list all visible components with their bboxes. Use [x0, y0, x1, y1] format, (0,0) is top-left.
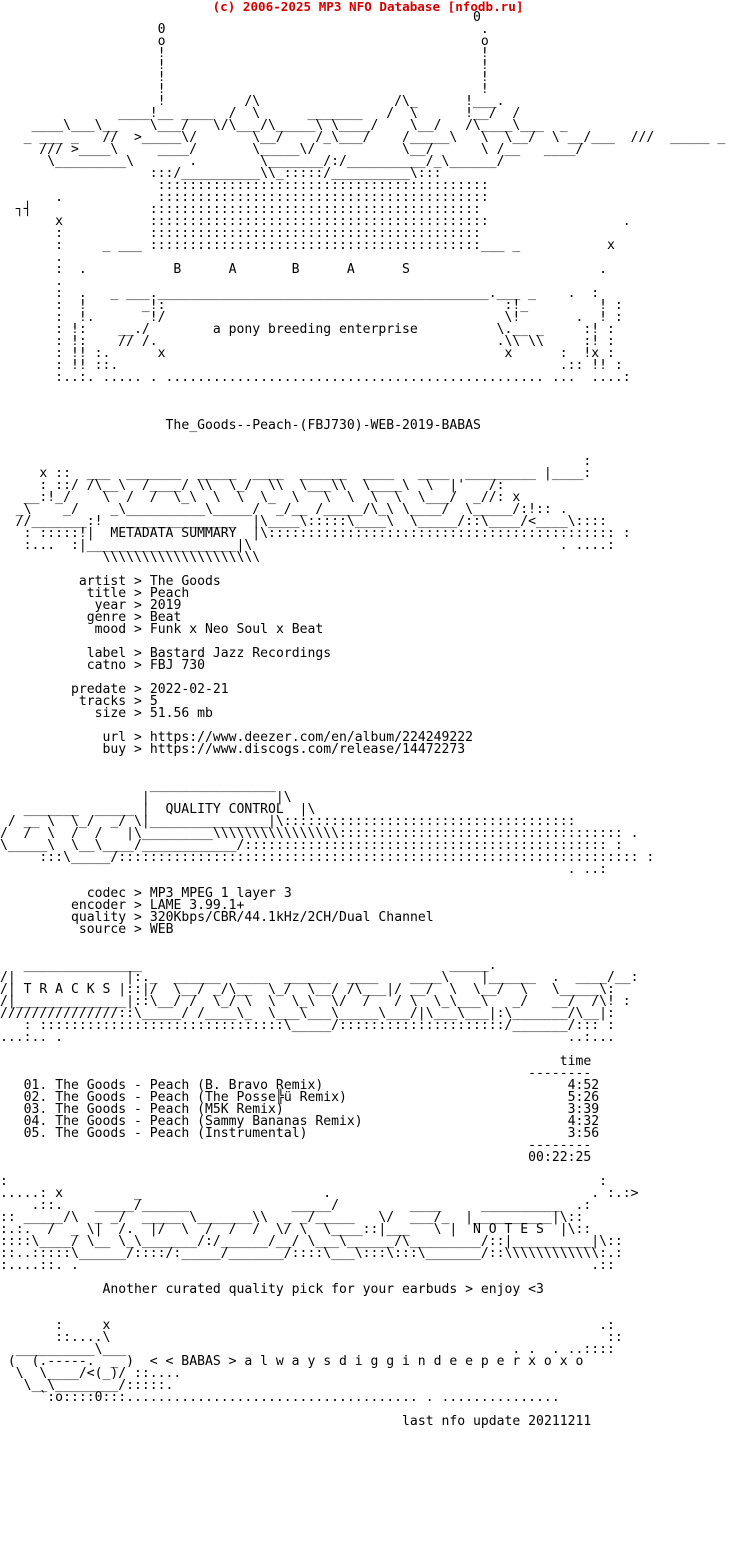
- quality-banner-line: _______ _____ | QUALITY CONTROL |\: [0, 802, 316, 817]
- metadata-banner-line: \\\\\\\\\\\\\\\\\\\\: [0, 550, 261, 565]
- track-time: 4:32: [512, 1114, 600, 1129]
- metadata-banner-line: __:!_/ \ / / \_\ \ \ \_ \ \ \ \ \ \___/ _//: x: [0, 490, 521, 505]
- logo-art-line: : . _ ___.__________________________________________.___ _ . :: [0, 286, 600, 301]
- notes-banner-line: :.:. / _ \| /. |/ \ / / / \/ \ \____::|___ \ | N O T E S |\::: [0, 1222, 592, 1237]
- logo-art-line: _ ___ _ // >_____\/ \__/ /_\___/ /_____\ \ \__/ \ __/___ /// _____ _: [0, 130, 726, 145]
- meta-key: title: [15, 586, 127, 601]
- quality-value: 320Kbps/CBR/44.1kHz/2CH/Dual Channel: [149, 910, 434, 925]
- meta-key: artist: [15, 574, 127, 589]
- quality-banner-line: ________________: [0, 778, 276, 793]
- notes-banner-line: .....: x _ . . :.:>: [0, 1186, 639, 1201]
- track-number: 04.: [23, 1114, 48, 1129]
- meta-key: predate: [15, 682, 127, 697]
- footer-art-line: `:o::::0:::..................................... . ...............: [0, 1390, 560, 1405]
- track-number: 01.: [23, 1078, 48, 1093]
- logo-art-line: 0: [0, 10, 481, 25]
- track-number: 02.: [23, 1090, 48, 1105]
- tracks-banner-line: /|______________|::\__/ / \_/ \ \ \_\ \/ / / \ \_\___\ _/ __/ /\! :: [0, 994, 631, 1009]
- meta-value: https://www.discogs.com/release/14472273: [149, 742, 466, 757]
- quality-value: WEB: [149, 922, 174, 937]
- metadata-banner-line: //_______:! ______________ |\____\:::::\____\ \_____/::\____/<____\::::: [0, 514, 607, 529]
- footer-art-line: __________\___ . . . ..::::: [0, 1342, 615, 1357]
- tracks-banner-line: /| T R A C K S |::|/ \__/ _/\__ \_/ \__/ /\___|/ __/ \ \__/ \ \_____\:: [0, 982, 615, 997]
- meta-key: tracks: [15, 694, 127, 709]
- notes-banner-line: :....::. . .::: [0, 1258, 615, 1273]
- footer-art-line: \ \____/<(_)/ ::....: [0, 1366, 182, 1381]
- meta-value: Funk x Neo Soul x Beat: [149, 622, 324, 637]
- meta-value: The Goods: [149, 574, 221, 589]
- logo-art-line: ! /\ /\_ !___.: [0, 94, 505, 109]
- meta-key: catno: [15, 658, 127, 673]
- metadata-banner-line: : ::/ /\__\ /____/ \\ \_/ \\ \___\\ \____\ \ |' /:: [0, 478, 505, 493]
- notes-text: Another curated quality pick for your earbuds > enjoy <3: [102, 1282, 544, 1297]
- track-number: 05.: [23, 1126, 48, 1141]
- quality-value: MP3 MPEG 1 layer 3: [149, 886, 292, 901]
- metadata-banner-line: _\ _/ _\__________\_____/ _/__ /_____/\_\ \____/ \_____/:!:: .: [0, 502, 568, 517]
- meta-value: 5: [149, 694, 158, 709]
- meta-value: 2022-02-21: [149, 682, 229, 697]
- notes-banner-line: .::. _____/______ _____/ ____ __________ .:: [0, 1198, 592, 1213]
- logo-art-line: x ::::::::::::::::::::::::::::::::::::::::::: .: [0, 214, 631, 229]
- metadata-banner-line: :: [0, 454, 592, 469]
- tracks-banner-line: _______________ _____.: [0, 958, 497, 973]
- quality-banner-line: . ..:: [0, 862, 607, 877]
- meta-key: url: [15, 730, 127, 745]
- track-number: 03.: [23, 1102, 48, 1117]
- metadata-banner: [0, 454, 631, 565]
- meta-key: mood: [15, 622, 127, 637]
- notes-banner-line: ::..:::::\______/::::/:_____/_______/::::\___\:::\:::\_______/::\\\\\\\\\\\\:.:: [0, 1246, 623, 1261]
- time-header: time: [559, 1054, 592, 1069]
- logo-art-line: :::/__________\\_:::::/__________\:::: [0, 166, 442, 181]
- quality-value: LAME 3.99.1+: [149, 898, 245, 913]
- logo-art-line: 0 .: [0, 22, 489, 37]
- tracks-banner-line: ...:.. . ..:...: [0, 1030, 615, 1045]
- nfodb-header: (c) 2006-2025 MP3 NFO Database [nfodb.ru]: [212, 0, 524, 14]
- notes-banner-line: :: _____/\ _ _/ _____ \_______\\ _ _/_____ \/ ___/_ |__________|\::: [0, 1210, 584, 1225]
- meta-key: year: [15, 598, 127, 613]
- footer-art-line: : x .:: [0, 1318, 615, 1333]
- logo-art-line: \_________\ . \_______/:/__________/_\______/: [0, 154, 505, 169]
- meta-value: Beat: [149, 610, 182, 625]
- quality-key: encoder: [15, 898, 127, 913]
- logo-art-line: : . B A B A S .: [0, 262, 607, 277]
- logo-art-line: ::::::::::::::::::::::::::::::::::::::::::: [0, 178, 489, 193]
- quality-key: codec: [15, 886, 127, 901]
- metadata-banner-line: : :::::!| METADATA SUMMARY |\:::::::::::::::::::::::::::::::::::::::::::: :: [0, 526, 631, 541]
- logo-art-line: : ! _!: :!_ ! :: [0, 298, 623, 313]
- logo-art-line: : !! ::. .:: !! :: [0, 358, 623, 373]
- metadata-banner-line: :... :|___________________|\ . ....:: [0, 538, 615, 553]
- total-time: 00:22:25: [528, 1150, 592, 1165]
- meta-value: https://www.deezer.com/en/album/224249222: [149, 730, 474, 745]
- meta-key: genre: [15, 610, 127, 625]
- meta-value: Bastard Jazz Recordings: [149, 646, 332, 661]
- release-name: The_Goods--Peach-(FBJ730)-WEB-2019-BABAS: [165, 418, 481, 433]
- tracks-banner-line: : :::::::::::::::::::::::::::::::\_____/:::::::::::::::::::::/_______/::: :: [0, 1018, 615, 1033]
- footer-art-line: \__\________/:::::.: [0, 1378, 174, 1393]
- track-name: The Goods - Peach (Instrumental): [55, 1126, 513, 1141]
- logo-art-line: : !: __./ a pony breeding enterprise \.__ _ :! :: [0, 322, 615, 337]
- logo-art-line: /// >____\ ____/ \_____\/ \__/ \ /__ ____/: [0, 142, 584, 157]
- meta-value: 51.56 mb: [149, 706, 213, 721]
- tracks-banner-line: /| |:._ ______ ____ ______ ____ ____\ |______ . ____/__:: [0, 970, 639, 985]
- quality-banner-line: \_____\ \__\____/____________/:::::::::::::::::::::::::::::::::::::::::::::: :: [0, 838, 623, 853]
- notes-banner-line: ::::\____/ \__ \_\_______/:/______/__/ \___\______/\_________/::|__________|\::: [0, 1234, 623, 1249]
- track-time: 4:52: [512, 1078, 600, 1093]
- footer-art-line: ::....\ ::: [0, 1330, 623, 1345]
- tracks-banner: [0, 958, 639, 1045]
- track-time: 5:26: [512, 1090, 600, 1105]
- meta-key: label: [15, 646, 127, 661]
- quality-banner: [0, 778, 654, 877]
- nfo-document: 0 0 . o o ! ! ! ! ! ! ! ! ! /\ /\_ !___. ____!__ ____ / \ _______ / \ !__/ / ____\___\__ \___/ \/\___/\_____\ \____/ \__/ /\____\___ _ _ ___ _ // >_____\/ \__/ /_\___/ /_____\ \ \__/ \ __/___ /// _____ _ /// >____\ ____/ \_____\/ \__/ \ /__ ____/ \_________\ . \_______/:/__________/_\______/ :::/__________\\_:::::/__________\::: :::::::::::::::::::::::::::::::::::::::::: . :::::::::::::::::::::::::::::::::::::::::: ┐┤ :::::::::::::::::::::::::::::::::::::::::: x ::::::::::::::::::::::::::::::::::::::::::: . : :::::::::::::::::::::::::::::::::::::::::: : _ ___ ::::::::::::::::::::::::::::::::::::::::::___ _ x . : . B A B A S . . : . _ ___.__________________________________________.___ _ . : : ! _!: :!_ ! : : !. !/ \! . ! : : !: __./ a pony breeding enterprise \.__ _ :! : : !: // /. .\\ \\ :! : : !! :. x x : !x : : !! ::. .:: !! : :..:. ..... . ................................................ ... ....: The_Goods--Peach-(FBJ730)-WEB-2019-BABAS : x :: ___ _______ _____ ____ ______ ____ ____ _________ |____: : ::/ /\__\ /____/ \\ \_/ \\ \___\\ \____\ \ |' /: __:!_/ \ / / \_\ \ \ \_ \ \ \ \ \ \___/ _//: x _\ _/ _\__________\_____/ _/__ /_____/\_\ \____/ \_____/:!:: . //_______:! ______________ |\____\:::::\____\ \_____/::\____/<____\:::: : :::::!| METADATA SUMMARY |\:::::::::::::::::::::::::::::::::::::::::::: : :... :|___________________|\ . ....: \\\\\\\\\\\\\\\\\\\\ artist > The Goods title > Peach year > 2019 genre > Beat mood > Funk x Neo Soul x Beat label > Bastard Jazz Recordings catno > FBJ 730 predate > 2022-02-21 tracks > 5 size > 51.56 mb url > https://www.deezer.com/en/album/224249222 buy > https://www.discogs.com/release/14472273 ________________ | |\ _______ _____ | QUALITY CONTROL |\ / __ \ \_/ _/ \|_______________|\::::::::::::::::::::::::::::::::::::: / / \ / / |\_________\\\\\\\\\\\\\\\\:::::::::::::::::::::::::::::::::::: . \_____\ \__\____/____________/:::::::::::::::::::::::::::::::::::::::::::::: : :::\_____/:::::::::::::::::::::::::::::::::::::::::::::::::::::::::::::::::: : . ..: codec > MP3 MPEG 1 layer 3 encoder > LAME 3.99.1+ quality > 320Kbps/CBR/44.1kHz/2CH/Dual Channel source > WEB _______________ _____. /| |:._ ______ ____ ______ ____ ____\ |______ . ____/__: /| T R A C K S |::|/ \__/ _/\__ \_/ \__/ /\___|/ __/ \ \__/ \ \_____\: /|______________|::\__/ / \_/ \ \ \_\ \/ / / \ \_\___\ _/ __/ /\! : ///////////////::\_____/ /____\_ \___\___\_____\___/|\___\___|:\_______/\__|: : :::::::::::::::::::::::::::::::\_____/:::::::::::::::::::::/_______/::: : ...:.. . ..:... time -------- 01. The Goods - Peach (B. Bravo Remix) 4:52 02. The Goods - Peach (The Posse╠ü Remix) 5:26 03. The Goods - Peach (M5K Remix) 3:39 04. The Goods - Peach (Sammy Bananas Remix) 4:32 05. The Goods - Peach (Instrumental) 3:56 -------- 00:22:25 : : .....: x _ . . :.:> .::. _____/______ _____/ ____ __________ .: :: _____/\ _ _/ _____ \_______\\ _ _/_____ \/ ___/_ |__________|\:: :.:. / _ \| /. |/ \ / / / \/ \ \____::|___ \ | N O T E S |\:: ::::\____/ \__ \_\_______/:/______/__/ \___\______/\_________/::|__________|\:: ::..:::::\______/::::/:_____/_______/::::\___\:::\:::\_______/::\\\\\\\\\\\\:.: :....::. . .:: Another curated quality pick for your earbuds > enjoy <3 : x .: ::....\ :: __________\___ . . . ..:::: ( (.-----. _ ) < < BABAS > a l w a y s d i g g i n d e e p e r x o x o \ \____/<(_)/ ::.... \__\________/:::::. `:o::::0:::..................................... . ............... last nfo update 20211211: [0, 10, 726, 1429]
- logo-art-line: ! !: [0, 46, 489, 61]
- logo-art-line: : ::::::::::::::::::::::::::::::::::::::::::: [0, 226, 481, 241]
- logo-art-line: .: [0, 250, 64, 265]
- footer-art: [0, 1318, 623, 1405]
- logo-art: [0, 10, 725, 385]
- tracks-banner-line: ///////////////::\_____/ /____\_ \___\___\_____\___/|\___\___|:\_______/\__|:: [0, 1006, 615, 1021]
- logo-art-line: . ::::::::::::::::::::::::::::::::::::::::::: [0, 190, 489, 205]
- logo-art-line: ____!__ ____ / \ _______ / \ !__/ /: [0, 106, 521, 121]
- logo-art-line: : !: // /. .\\ \\ :! :: [0, 334, 615, 349]
- quality-banner-line: / / \ / / |\_________\\\\\\\\\\\\\\\\:::::::::::::::::::::::::::::::::::: .: [0, 826, 639, 841]
- meta-value: Peach: [149, 586, 190, 601]
- track-name: The Goods - Peach (M5K Remix): [55, 1102, 513, 1117]
- footer-art-line: ( (.-----. _ ) < < BABAS > a l w a y s d i g g i n d e e p e r x o x o: [0, 1354, 584, 1369]
- track-time: 3:56: [512, 1126, 600, 1141]
- logo-art-line: : _ ___ ::::::::::::::::::::::::::::::::::::::::::___ _ x: [0, 238, 615, 253]
- quality-banner-line: | |\: [0, 790, 292, 805]
- logo-art-line: ____\___\__ \___/ \/\___/\_____\ \____/ \__/ /\____\___ _: [0, 118, 568, 133]
- track-time: 3:39: [512, 1102, 600, 1117]
- last-update: last nfo update 20211211: [402, 1414, 592, 1429]
- meta-key: size: [15, 706, 127, 721]
- track-name: The Goods - Peach (Sammy Bananas Remix): [55, 1114, 513, 1129]
- meta-key: buy: [15, 742, 127, 757]
- track-name: The Goods - Peach (The Posse╠ü Remix): [55, 1090, 513, 1105]
- logo-art-line: : !. !/ \! . ! :: [0, 310, 623, 325]
- logo-art-line: ! !: [0, 82, 489, 97]
- metadata-banner-line: x :: ___ _______ _____ ____ ______ ____ ____ _________ |____:: [0, 466, 592, 481]
- logo-art-line: o o: [0, 34, 489, 49]
- logo-art-line: : !! :. x x : !x :: [0, 346, 615, 361]
- meta-value: 2019: [149, 598, 182, 613]
- logo-art-line: ! !: [0, 70, 489, 85]
- meta-value: FBJ 730: [149, 658, 205, 673]
- notes-banner-line: : :: [0, 1174, 607, 1189]
- logo-art-line: :..:. ..... . ................................................ ... ....:: [0, 370, 631, 385]
- logo-art-line: ┐┤ ::::::::::::::::::::::::::::::::::::::::::: [0, 202, 481, 217]
- quality-banner-line: / __ \ \_/ _/ \|_______________|\:::::::::::::::::::::::::::::::::::::: [0, 814, 576, 829]
- logo-art-line: .: [0, 274, 64, 289]
- quality-key: source: [15, 922, 127, 937]
- track-name: The Goods - Peach (B. Bravo Remix): [55, 1078, 513, 1093]
- quality-banner-line: :::\_____/:::::::::::::::::::::::::::::::::::::::::::::::::::::::::::::::::: :: [0, 850, 655, 865]
- notes-banner: [0, 1174, 639, 1273]
- logo-art-line: ! !: [0, 58, 489, 73]
- quality-key: quality: [15, 910, 127, 925]
